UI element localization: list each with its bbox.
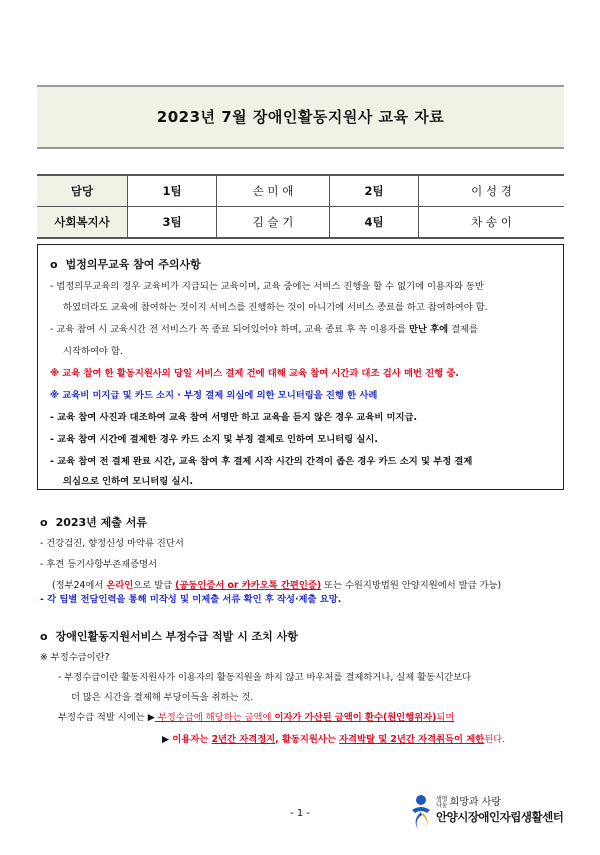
notice-warning: ※ 교육 참여 한 활동지원사의 당일 서비스 결제 건에 대해 교육 참여 시간과 대조 검사 매번 진행 중.	[50, 368, 459, 379]
name-cell: 손 미 애	[217, 175, 330, 207]
heading-text: 장애인활동지원서비스 부정수급 적발 시 조치 사항	[55, 630, 298, 643]
organization-logo	[408, 793, 578, 833]
fraud-line	[162, 730, 505, 750]
bullet: o	[40, 516, 48, 529]
heading-text: 법정의무교육 참여 주의사항	[65, 258, 201, 271]
heading-text: 2023년 제출 서류	[55, 516, 147, 529]
team-table	[37, 174, 564, 239]
text-segment: 또는 수원지방법원 안양지원에서 발급 가능)	[321, 580, 502, 591]
team-cell: 3팀	[128, 207, 217, 239]
text-segment: 부정수급 적발 시에는	[58, 712, 148, 723]
name-cell: 차 송 이	[419, 207, 565, 239]
fraud-heading	[40, 628, 298, 644]
arrow-icon: ▶	[147, 712, 155, 723]
docs-line: - 각 팀별 전담인력을 통해 미작성 및 미제출 서류 확인 후 작성·제출 요망.	[40, 594, 342, 605]
table-row	[37, 175, 564, 207]
team-cell: 4팀	[330, 207, 419, 239]
label-cell: 사회복지사	[37, 207, 128, 239]
text-segment: , 활동지원사는	[275, 734, 340, 745]
arrow-icon: ▶	[162, 734, 170, 745]
notice-line: - 법정의무교육의 경우 교육비가 지급되는 교육이며, 교육 중에는 서비스 진행을 할 수 없기에 이용자와 동반	[50, 281, 484, 292]
team-cell: 1팀	[128, 175, 217, 207]
text-segment: 부정수급에 해당하는 금액에	[154, 712, 275, 723]
emphasis-text: 자격박탈 및 2년간 자격취득이 제한	[339, 734, 485, 745]
text-segment: - 교육 참여 시 교육시간 전 서비스가 꼭 종료 되어있어야 하며, 교육 종료 후 꼭 이용자를	[50, 324, 409, 335]
team-cell: 2팀	[330, 175, 419, 207]
notice-line: - 교육 참여 전 결제 완료 시간, 교육 참여 후 결제 시작 시간의 간격이 좁은 경우 카드 소지 및 부정 결제	[50, 456, 473, 467]
emphasis-text: 이자가 가산된 금액이 환수(원인행위자)	[274, 712, 437, 723]
logo-slogan-text: 희망과 사랑	[449, 797, 502, 808]
logo-small-line: 생명	[436, 795, 448, 803]
emphasis-text: 2년간 자격정지	[211, 734, 276, 745]
table-row	[37, 207, 564, 239]
bullet: o	[50, 258, 58, 271]
notice-line: 하였더라도 교육에 참여하는 것이지 서비스를 진행하는 것이 아니기에 서비스 종료를 하고 참여하여야 함.	[63, 302, 488, 313]
name-cell: 김 슬 기	[217, 207, 330, 239]
notice-line: 시작하여야 함.	[63, 346, 123, 357]
fraud-line	[58, 708, 454, 728]
fraud-line: 더 많은 시간을 결제해 부당이득을 취하는 것.	[71, 692, 254, 703]
fraud-line: - 부정수급이란 활동지원사가 이용자의 활동지원을 하지 않고 바우처를 결제하거나, 실제 활동시간보다	[58, 672, 472, 683]
text-segment: 으로 발급	[133, 580, 176, 591]
logo-small-text	[436, 797, 448, 809]
docs-heading	[40, 514, 147, 530]
notice-case-heading: ※ 교육비 미지급 및 카드 소지 · 부정 결제 의심에 의한 모니터링을 진행 한 사례	[50, 390, 378, 401]
logo-small-line: 나눔	[436, 801, 448, 809]
logo-slogan	[436, 793, 501, 809]
text-segment: 이용자는	[169, 734, 212, 745]
notice-line: 의심으로 인하여 모니터링 실시.	[63, 476, 193, 487]
emphasis-text: (공동인증서 or 카카오톡 간편인증)	[175, 580, 322, 591]
notice-line	[50, 320, 478, 340]
text-segment: 된다.	[484, 734, 506, 745]
text-segment: 결제를	[448, 324, 479, 335]
docs-line: - 건강검진, 향정신성 마약류 진단서	[40, 538, 184, 549]
text-segment: 되며	[436, 712, 455, 723]
fraud-line: ※ 부정수급이란?	[40, 652, 110, 663]
name-cell: 이 성 경	[419, 175, 565, 207]
text-segment: (정부24에서	[52, 580, 107, 591]
page-number: - 1 -	[290, 808, 310, 819]
logo-icon	[408, 793, 434, 831]
notice-line: - 교육 참여 사진과 대조하여 교육 참여 서명만 하고 교육을 듣지 않은 경우 교육비 미지급.	[50, 412, 418, 423]
notice-line: - 교육 참여 시간에 결제한 경우 카드 소지 및 부정 결제로 인하여 모니터링 실시.	[50, 434, 378, 445]
emphasis-text: 만난 후에	[408, 324, 449, 335]
organization-name: 안양시장애인자립생활센터	[436, 810, 564, 824]
docs-line: - 후견 등기사항부존재증명서	[40, 559, 158, 570]
label-cell: 담당	[37, 175, 128, 207]
document-title: 2023년 7월 장애인활동지원사 교육 자료	[156, 108, 445, 126]
emphasis-text: 온라인	[106, 580, 134, 591]
title-box	[37, 85, 564, 149]
notice-heading	[50, 256, 201, 272]
bullet: o	[40, 630, 48, 643]
